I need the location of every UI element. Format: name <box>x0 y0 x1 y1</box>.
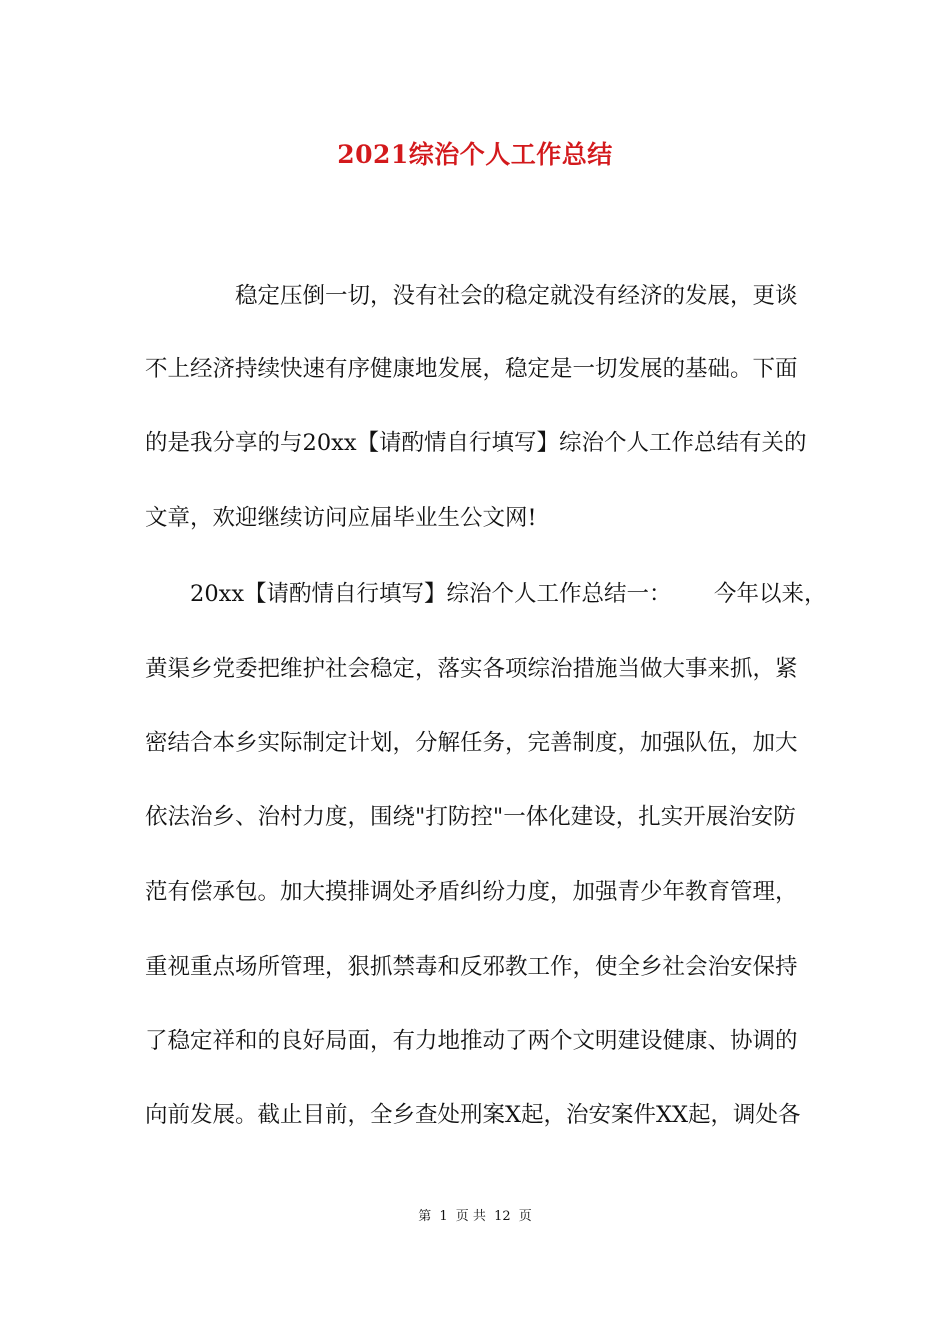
paragraph-line: 今年以来， <box>714 581 827 607</box>
page-footer <box>0 1208 950 1226</box>
footer-suffix: 页 <box>518 1209 532 1224</box>
paragraph-line: 范有偿承包。加大摸排调处矛盾纠纷力度，加强青少年教育管理， <box>145 879 798 905</box>
paragraph-line: 稳定压倒一切，没有社会的稳定就没有经济的发展，更谈 <box>235 283 798 309</box>
paragraph-line: 依法治乡、治村力度，围绕"打防控"一体化建设，扎实开展治安防 <box>145 804 796 830</box>
paragraph-line: 向前发展。截止目前，全乡查处刑案X起，治安案件XX起，调处各 <box>145 1102 801 1128</box>
paragraph-line: 黄渠乡党委把维护社会稳定，落实各项综治措施当做大事来抓，紧 <box>145 656 798 682</box>
footer-middle: 页 共 <box>455 1209 486 1224</box>
paragraph-line: 的是我分享的与20xx【请酌情自行填写】综治个人工作总结有关的 <box>145 430 807 456</box>
footer-prefix: 第 <box>418 1209 432 1224</box>
paragraph-line: 密结合本乡实际制定计划，分解任务，完善制度，加强队伍，加大 <box>145 730 798 756</box>
document-title: 2021综治个人工作总结 <box>337 140 613 169</box>
total-pages: 12 <box>494 1209 511 1224</box>
page-number: 1 <box>439 1209 448 1224</box>
paragraph-line: 了稳定祥和的良好局面，有力地推动了两个文明建设健康、协调的 <box>145 1028 798 1054</box>
paragraph-line: 文章，欢迎继续访问应届毕业生公文网! <box>145 505 537 531</box>
section-heading: 20xx【请酌情自行填写】综治个人工作总结一： <box>190 581 672 607</box>
paragraph-line: 不上经济持续快速有序健康地发展，稳定是一切发展的基础。下面 <box>145 356 798 382</box>
paragraph-line: 重视重点场所管理，狠抓禁毒和反邪教工作，使全乡社会治安保持 <box>145 954 798 980</box>
